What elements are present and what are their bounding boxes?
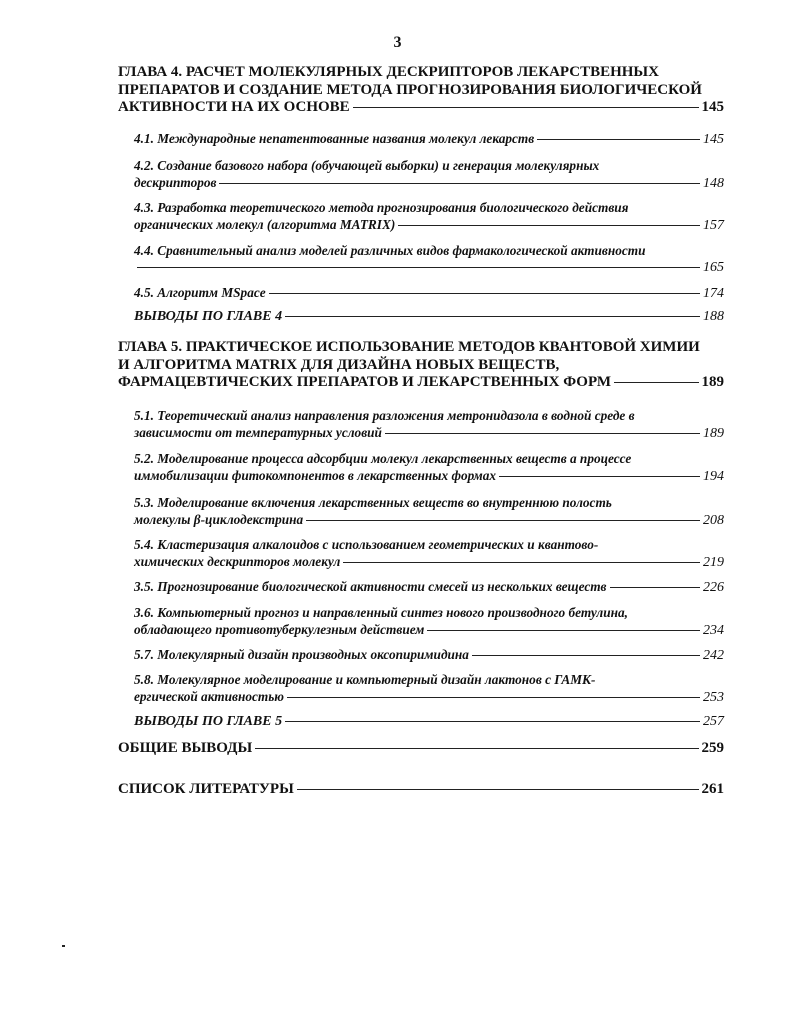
toc-entry-text: 3.6. Компьютерный прогноз и направленный синтез нового производного бетулина, [134,605,628,620]
toc-page-number: 174 [703,286,724,301]
toc-entry-title: обладающего противотуберкулезным действием [134,622,425,637]
leader-line [614,382,698,383]
leader-line [287,697,700,698]
toc-page-number: 145 [703,132,724,147]
toc-entry [118,671,724,706]
toc-entry-text: 5.2. Моделирование процесса адсорбции молекул лекарственных веществ а процессе [134,451,632,466]
toc-entry [118,536,724,571]
toc-entry [118,604,724,639]
leader-line [499,476,700,477]
toc-entry [118,780,724,798]
toc-entry [118,284,724,302]
leader-line [537,139,700,140]
toc-entry-text: 5.1. Теоретический анализ направления разложения метронидазола в водной среде в [134,408,635,423]
toc-entry-title: ВЫВОДЫ ПО ГЛАВЕ 5 [134,714,283,729]
toc-entry [118,199,724,234]
toc-page-number: 234 [703,623,724,638]
toc-page-number: 165 [703,260,724,275]
toc-page-number: 208 [703,513,724,528]
toc-entry-text: 5.4. Кластеризация алкалоидов с использованием геометрических и квантово- [134,537,599,552]
toc-entry-text: 5.3. Моделирование включения лекарственных веществ во внутреннюю полость [134,495,612,510]
toc-entry [118,64,724,117]
toc-page-number: 188 [703,309,724,324]
leader-line [306,520,700,521]
leader-line [219,183,700,184]
scan-speck [62,945,65,947]
toc-page-number: 189 [703,426,724,441]
toc-entry [118,242,724,276]
leader-line [285,316,700,317]
leader-line [427,630,700,631]
leader-line [137,267,700,268]
toc-entry [118,130,724,148]
leader-line [343,562,700,563]
toc-entry-title: ОБЩИЕ ВЫВОДЫ [118,740,253,756]
toc-entry-title: ВЫВОДЫ ПО ГЛАВЕ 4 [134,309,283,324]
toc-entry [118,494,724,529]
toc-page-number: 194 [703,469,724,484]
leader-line [398,225,700,226]
toc-entry-title: ФАРМАЦЕВТИЧЕСКИХ ПРЕПАРАТОВ И ЛЕКАРСТВЕННЫХ ФОРМ [118,374,612,390]
toc-entry-text: 4.4. Сравнительный анализ моделей различных видов фармакологической активности [134,243,646,258]
leader-line [353,107,699,108]
toc-entry [118,713,724,730]
toc-entry-title: органических молекул (алгоритма MATRIX) [134,217,396,232]
toc-entry [118,407,724,442]
toc-page-number: 219 [703,555,724,570]
toc-entry [118,157,724,192]
toc-entry-title: дескрипторов [134,175,217,190]
toc-entry-title: 5.7. Молекулярный дизайн производных оксопиримидина [134,647,469,662]
toc-entry-text: 5.8. Молекулярное моделирование и компьютерный дизайн лактонов с ГАМК- [134,672,596,687]
toc-entry-title: 3.5. Прогнозирование биологической активности смесей из нескольких веществ [134,579,607,594]
leader-line [297,789,699,790]
toc-entry-text: 4.3. Разработка теоретического метода прогнозирования биологического действия [134,200,629,215]
page-number: 3 [393,34,402,51]
toc-page-number: 253 [703,690,724,705]
toc-page-number: 189 [701,374,724,390]
toc-page-number: 157 [703,218,724,233]
toc-entry [118,646,724,664]
toc-entry-text: ГЛАВА 5. ПРАКТИЧЕСКОЕ ИСПОЛЬЗОВАНИЕ МЕТОДОВ КВАНТОВОЙ ХИМИИ [118,339,700,355]
toc-page-number: 148 [703,176,724,191]
toc-page-number: 259 [701,740,724,756]
toc-entry-text: И АЛГОРИТМА MATRIX ДЛЯ ДИЗАЙНА НОВЫХ ВЕЩЕСТВ, [118,356,560,373]
toc-page-number: 145 [701,99,724,115]
toc-entry [118,450,724,485]
toc-entry-title: молекулы β-циклодекстрина [134,512,304,527]
toc-entry [118,339,724,392]
leader-line [269,293,700,294]
toc-page-number: 261 [701,781,724,797]
toc-entry [118,308,724,325]
leader-line [285,721,700,722]
toc-entry [118,578,724,596]
toc-entry-title: ергической активностью [134,689,285,704]
toc-page-number: 242 [703,648,724,663]
leader-line [610,587,701,588]
toc-entry-text: ПРЕПАРАТОВ И СОЗДАНИЕ МЕТОДА ПРОГНОЗИРОВАНИЯ БИОЛОГИЧЕСКОЙ [118,81,702,98]
toc-entry-title: АКТИВНОСТИ НА ИХ ОСНОВЕ [118,99,350,115]
toc-entry-title: иммобилизации фитокомпонентов в лекарственных формах [134,468,497,483]
toc-entry-title: химических дескрипторов молекул [134,554,341,569]
toc-entry-title: СПИСОК ЛИТЕРАТУРЫ [118,781,294,797]
toc-entry-title: 4.1. Международные непатентованные названия молекул лекарств [134,131,535,146]
toc-entry [118,739,724,757]
toc-entry-title: зависимости от температурных условий [134,425,382,440]
toc-page-number: 257 [703,714,724,729]
leader-line [385,433,700,434]
toc-page-number: 226 [703,580,724,595]
leader-line [472,655,700,656]
toc-entry-text: ГЛАВА 4. РАСЧЕТ МОЛЕКУЛЯРНЫХ ДЕСКРИПТОРОВ ЛЕКАРСТВЕННЫХ [118,64,659,80]
toc-entry-text: 4.2. Создание базового набора (обучающей выборки) и генерация молекулярных [134,158,600,173]
leader-line [255,748,698,749]
toc-entry-title: 4.5. Алгоритм MSpace [134,285,266,300]
